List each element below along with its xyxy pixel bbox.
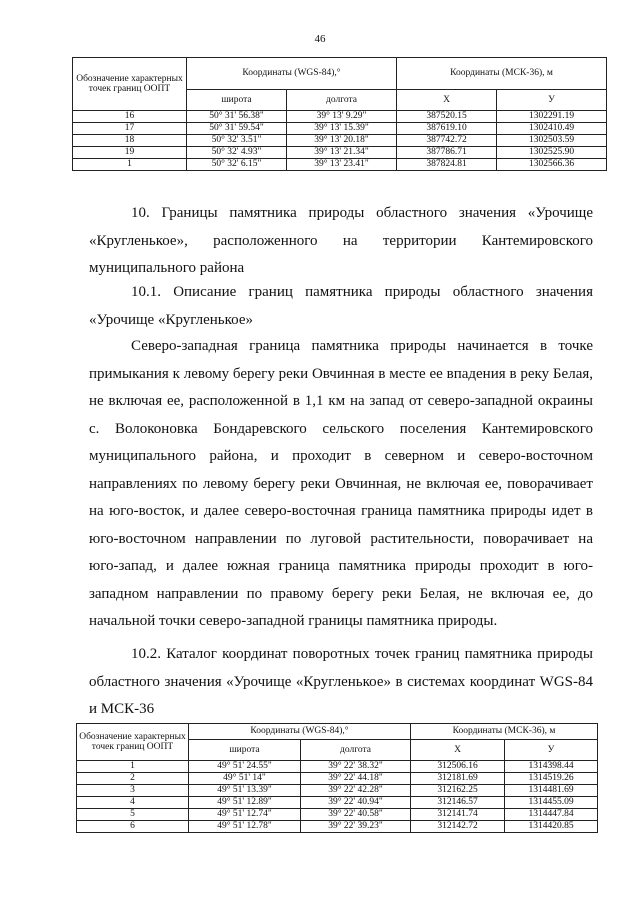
point-number-cell: 18 [73, 135, 187, 147]
header-designation: Обозначение характерных точек границ ООПТ [77, 724, 189, 761]
header-latitude: широта [187, 90, 287, 111]
y-cell: 1314420.85 [505, 821, 598, 833]
point-number-cell: 3 [77, 785, 189, 797]
header-x: Х [411, 740, 505, 761]
header-designation: Обозначение характерных точек границ ООПТ [73, 58, 187, 111]
x-cell: 312141.74 [411, 809, 505, 821]
point-number-cell: 17 [73, 123, 187, 135]
x-cell: 312146.57 [411, 797, 505, 809]
point-number-cell: 6 [77, 821, 189, 833]
table-body [77, 761, 598, 833]
section-10-heading-text: 10. Границы памятника природы областного значения «Урочище «Кругленькое», расположенного на территории Кантемировского муниципального района [89, 205, 593, 276]
x-cell: 387520.15 [397, 111, 497, 123]
x-cell: 387786.71 [397, 147, 497, 159]
latitude-cell: 49° 51' 13.39" [189, 785, 301, 797]
x-cell: 387619.10 [397, 123, 497, 135]
x-cell: 387824.81 [397, 159, 497, 171]
longitude-cell: 39° 13' 15.39" [287, 123, 397, 135]
y-cell: 1302503.59 [497, 135, 607, 147]
section-10-heading [89, 200, 593, 283]
latitude-cell: 50° 32' 4.93" [187, 147, 287, 159]
x-cell: 312506.16 [411, 761, 505, 773]
section-10-2-heading-text: 10.2. Каталог координат поворотных точек границ памятника природы областного значения «Урочище «Кругленькое» в системах координат WGS-84 и МСК-36 [89, 646, 593, 717]
latitude-cell: 49° 51' 12.78" [189, 821, 301, 833]
latitude-cell: 49° 51' 24.55" [189, 761, 301, 773]
coordinates-table-top [72, 57, 607, 171]
boundary-description [89, 333, 593, 636]
y-cell: 1302291.19 [497, 111, 607, 123]
header-msk-group: Координаты (МСК-36), м [397, 58, 607, 90]
table-row [77, 761, 598, 773]
table-row [73, 135, 607, 147]
longitude-cell: 39° 22' 38.32" [301, 761, 411, 773]
point-number-cell: 1 [77, 761, 189, 773]
x-cell: 312181.69 [411, 773, 505, 785]
y-cell: 1314398.44 [505, 761, 598, 773]
longitude-cell: 39° 22' 40.58" [301, 809, 411, 821]
latitude-cell: 49° 51' 12.89" [189, 797, 301, 809]
latitude-cell: 50° 32' 3.51" [187, 135, 287, 147]
point-number-cell: 19 [73, 147, 187, 159]
header-y: У [497, 90, 607, 111]
table-row [77, 809, 598, 821]
y-cell: 1302566.36 [497, 159, 607, 171]
table-row [77, 773, 598, 785]
y-cell: 1314481.69 [505, 785, 598, 797]
latitude-cell: 50° 32' 6.15" [187, 159, 287, 171]
longitude-cell: 39° 13' 20.18" [287, 135, 397, 147]
x-cell: 312142.72 [411, 821, 505, 833]
header-longitude: долгота [301, 740, 411, 761]
table-row [77, 785, 598, 797]
y-cell: 1314519.26 [505, 773, 598, 785]
latitude-cell: 49° 51' 14" [189, 773, 301, 785]
y-cell: 1314455.09 [505, 797, 598, 809]
table-row [77, 797, 598, 809]
point-number-cell: 2 [77, 773, 189, 785]
point-number-cell: 1 [73, 159, 187, 171]
page-number: 46 [314, 33, 326, 45]
section-10-1-heading [89, 279, 593, 334]
header-wgs-group: Координаты (WGS-84),° [187, 58, 397, 90]
point-number-cell: 4 [77, 797, 189, 809]
longitude-cell: 39° 13' 21.34" [287, 147, 397, 159]
header-y: У [505, 740, 598, 761]
point-number-cell: 16 [73, 111, 187, 123]
section-10-2-heading [89, 641, 593, 724]
table-row [73, 123, 607, 135]
table-row [77, 821, 598, 833]
latitude-cell: 50° 31' 59.54" [187, 123, 287, 135]
header-wgs-group: Координаты (WGS-84),° [189, 724, 411, 740]
section-10-1-heading-text: 10.1. Описание границ памятника природы областного значения «Урочище «Кругленькое» [89, 284, 593, 328]
boundary-description-text: Северо-западная граница памятника природы начинается в точке примыкания к левому берегу реки Овчинная в месте ее впадения в реку Белая, не включая ее, расположенной в 1,1 км на запад от северо-западной окраины с. Волоконовка Бондаревского сельского поселения Кантемировского муниципального района, и проходит в северном и северо-восточном направлениях по левому берегу реки Овчинная, не включая ее, поворачивает на юго-восток, и далее северо-восточная граница памятника природы идет в юго-восточном направлении по луговой растительности, поворачивает на юго-запад, и далее южная граница памятника природы проходит в юго-западном направлении по правому берегу реки Белая, не включая ее, до начальной точки северо-западной границы памятника природы. [89, 338, 593, 629]
table-row [73, 159, 607, 171]
latitude-cell: 49° 51' 12.74" [189, 809, 301, 821]
y-cell: 1302525.90 [497, 147, 607, 159]
table-row [73, 111, 607, 123]
longitude-cell: 39° 22' 44.18" [301, 773, 411, 785]
point-number-cell: 5 [77, 809, 189, 821]
longitude-cell: 39° 22' 40.94" [301, 797, 411, 809]
table-row [73, 147, 607, 159]
header-msk-group: Координаты (МСК-36), м [411, 724, 598, 740]
longitude-cell: 39° 13' 9.29" [287, 111, 397, 123]
y-cell: 1302410.49 [497, 123, 607, 135]
y-cell: 1314447.84 [505, 809, 598, 821]
longitude-cell: 39° 22' 39.23" [301, 821, 411, 833]
longitude-cell: 39° 13' 23.41" [287, 159, 397, 171]
table-body [73, 111, 607, 171]
x-cell: 387742.72 [397, 135, 497, 147]
x-cell: 312162.25 [411, 785, 505, 797]
header-latitude: широта [189, 740, 301, 761]
longitude-cell: 39° 22' 42.28" [301, 785, 411, 797]
coordinates-table-bottom [76, 723, 598, 833]
latitude-cell: 50° 31' 56.38" [187, 111, 287, 123]
header-x: Х [397, 90, 497, 111]
header-longitude: долгота [287, 90, 397, 111]
